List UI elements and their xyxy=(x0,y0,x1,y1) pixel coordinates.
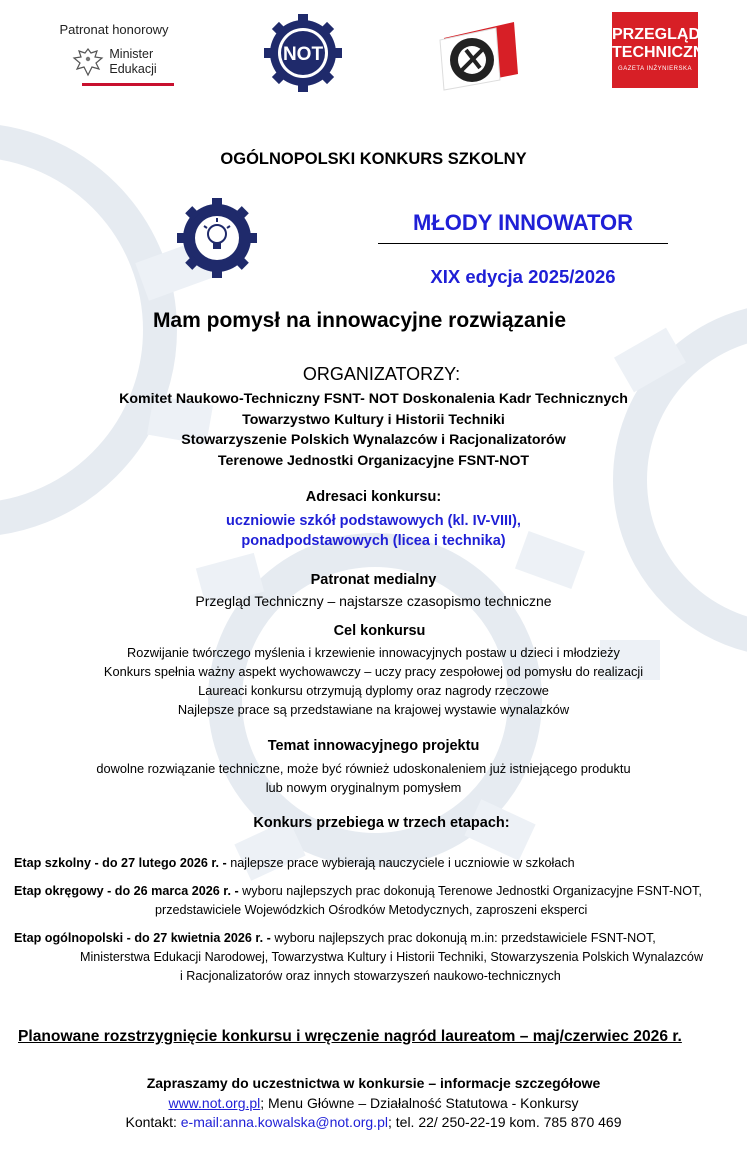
stages-heading: Konkurs przebiega w trzech etapach: xyxy=(253,815,510,831)
goal-item: Najlepsze prace są przedstawiane na krajowej wystawie wynalazków xyxy=(177,702,570,717)
website-line xyxy=(0,1095,747,1111)
goal-item: Rozwijanie twórczego myślenia i krzewienie innowacyjnych postaw u dzieci i młodzieży xyxy=(127,645,620,660)
media-heading: Patronat medialny xyxy=(310,572,437,588)
website-suffix: ; Menu Główne – Działalność Statutowa - Konkursy xyxy=(260,1095,579,1111)
invitation: Zapraszamy do uczestnictwa w konkursie – informacje szczegółowe xyxy=(146,1075,601,1091)
stage-national-label: Etap ogólnopolski - do 27 kwietnia 2026 r. - xyxy=(14,931,271,945)
topic-item: dowolne rozwiązanie techniczne, może być również udoskonaleniem już istniejącego produktu xyxy=(96,761,631,776)
website-link[interactable]: www.not.org.pl xyxy=(168,1095,261,1111)
inventors-association-logo xyxy=(436,18,522,92)
minister-logo xyxy=(44,45,184,79)
goal-list xyxy=(0,643,747,719)
minister-line2: Edukacji xyxy=(109,62,157,76)
mlody-innowator-logo xyxy=(168,196,266,280)
stage-school xyxy=(14,854,575,873)
stage-district-label: Etap okręgowy - do 26 marca 2026 r. - xyxy=(14,884,239,898)
topic-heading: Temat innowacyjnego projektu xyxy=(267,738,480,754)
audience-item: uczniowie szkół podstawowych (kl. IV-VIII), xyxy=(226,513,521,529)
pt-logo-line2: TECHNICZNY xyxy=(612,44,716,61)
not-logo-text: NOT xyxy=(282,44,324,65)
edition: XIX edycja 2025/2026 xyxy=(430,266,616,287)
stage-school-text: najlepsze prace wybierają nauczyciele i uczniowie w szkołach xyxy=(226,856,575,870)
slogan: Mam pomysł na innowacyjne rozwiązanie xyxy=(152,309,567,332)
pt-logo-sub: GAZETA INŻYNIERSKA xyxy=(618,66,692,72)
stage-national-text: wyboru najlepszych prac dokonują m.in: przedstawiciele FSNT-NOT, xyxy=(270,931,656,945)
stage-district-continued: przedstawiciele Wojewódzkich Ośrodków Metodycznych, zaproszeni eksperci xyxy=(155,903,588,917)
email-link[interactable]: e-mail:anna.kowalska@not.org.pl xyxy=(180,1114,388,1130)
contact-line xyxy=(0,1114,747,1130)
organizer-item: Towarzystwo Kultury i Historii Techniki xyxy=(242,411,505,428)
audience-heading: Adresaci konkursu: xyxy=(305,489,442,505)
audience-item: ponadpodstawowych (licea i technika) xyxy=(241,533,506,549)
program-name-divider xyxy=(378,243,668,244)
planned-resolution: Planowane rozstrzygnięcie konkursu i wręczenie nagród laureatom – maj/czerwiec 2026 r. xyxy=(18,1028,682,1045)
audience-list xyxy=(0,511,747,551)
goal-item: Konkurs spełnia ważny aspekt wychowawczy – uczy pracy zespołowej od pomysłu do realizacji xyxy=(103,664,644,679)
stage-national-continued: i Racjonalizatorów oraz innych stowarzyszeń naukowo-technicznych xyxy=(180,969,561,983)
organizer-item: Terenowe Jednostki Organizacyjne FSNT-NOT xyxy=(217,452,530,469)
patronat-label: Patronat honorowy xyxy=(59,22,169,37)
minister-line1: Minister xyxy=(109,47,154,61)
competition-title: OGÓLNOPOLSKI KONKURS SZKOLNY xyxy=(220,150,527,168)
pt-logo-line1: PRZEGLĄD xyxy=(612,26,700,43)
topic-item: lub nowym oryginalnym pomysłem xyxy=(265,780,462,795)
minister-red-bar xyxy=(82,83,174,86)
przeglad-techniczny-logo xyxy=(612,12,716,88)
stage-school-label: Etap szkolny - do 27 lutego 2026 r. - xyxy=(14,856,227,870)
contact-suffix: ; tel. 22/ 250-22-19 kom. 785 870 469 xyxy=(387,1114,622,1130)
not-logo xyxy=(262,12,344,94)
program-name: MŁODY INNOWATOR xyxy=(413,210,633,235)
topic-list xyxy=(0,759,737,797)
goal-item: Laureaci konkursu otrzymują dyplomy oraz nagrody rzeczowe xyxy=(198,683,549,698)
organizer-item: Komitet Naukowo-Techniczny FSNT- NOT Doskonalenia Kadr Technicznych xyxy=(119,391,628,407)
organizer-item: Stowarzyszenie Polskich Wynalazców i Racjonalizatorów xyxy=(181,432,566,448)
eagle-icon xyxy=(71,45,105,79)
stage-district-text: wyboru najlepszych prac dokonują Terenowe Jednostki Organizacyjne FSNT-NOT, xyxy=(238,884,702,898)
stage-district xyxy=(14,882,702,901)
media-text: Przegląd Techniczny – najstarsze czasopismo techniczne xyxy=(195,593,552,609)
contact-label: Kontakt: xyxy=(125,1114,181,1130)
organizers-heading: ORGANIZATORZY: xyxy=(302,364,461,384)
honorary-patronage xyxy=(44,22,184,86)
stage-national xyxy=(14,929,656,948)
stage-national-continued: Ministerstwa Edukacji Narodowej, Towarzystwa Kultury i Historii Techniki, Stowarzyszenia Polskich Wynalazców xyxy=(80,950,704,964)
goal-heading: Cel konkursu xyxy=(333,623,426,639)
organizers-list xyxy=(0,389,747,471)
